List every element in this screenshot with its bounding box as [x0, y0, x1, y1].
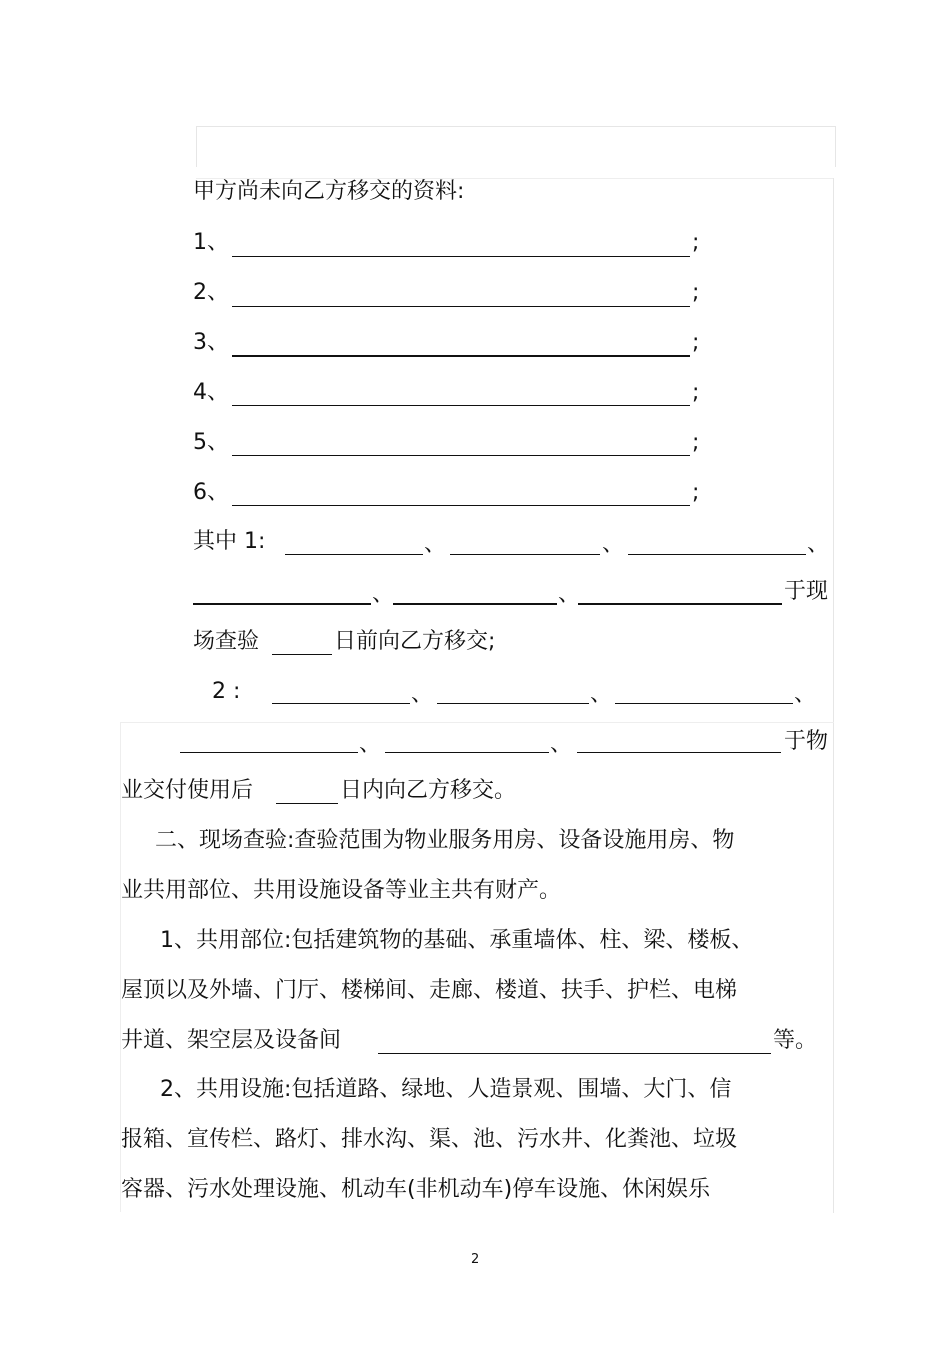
table-border-mid: [120, 722, 834, 723]
sub2-cont-b: 日内向乙方移交。: [340, 778, 517, 803]
table-border-right: [833, 178, 834, 1213]
p2-line-3: 容器、污水处理设施、机动车(非机动车)停车设施、休闲娱乐: [121, 1177, 711, 1202]
separator: 、: [807, 532, 830, 557]
separator: 、: [372, 582, 395, 607]
item-blank-4[interactable]: [232, 405, 690, 406]
sub2-blank-b[interactable]: [437, 703, 589, 704]
item-end-2: ;: [692, 280, 700, 305]
sub1-label: 其中 1:: [193, 529, 266, 554]
sub1-blank-e[interactable]: [393, 603, 557, 605]
separator: 、: [550, 732, 573, 757]
table-frame-top: [196, 126, 836, 167]
sub2-days-blank[interactable]: [276, 803, 338, 804]
p1-line-3b: 等。: [773, 1028, 818, 1053]
separator: 、: [359, 732, 382, 757]
sub2-label: 2 :: [212, 679, 241, 704]
item-number-6: 6、: [193, 480, 229, 505]
sub1-cont-a: 场查验: [193, 629, 260, 654]
separator: 、: [602, 532, 625, 557]
sub2-blank-c[interactable]: [615, 703, 793, 704]
sub2-tail: 于物: [784, 729, 829, 754]
item-number-2: 2、: [193, 280, 229, 305]
item-blank-1[interactable]: [232, 256, 690, 257]
sub2-blank-a[interactable]: [272, 703, 410, 704]
page-number: 2: [471, 1252, 480, 1267]
separator: 、: [590, 682, 613, 707]
item-blank-6[interactable]: [232, 505, 690, 506]
item-blank-3[interactable]: [232, 355, 690, 357]
item-blank-2[interactable]: [232, 306, 690, 307]
sub1-blank-a[interactable]: [285, 554, 423, 555]
sec2-line-2: 业共用部位、共用设施设备等业主共有财产。: [121, 878, 562, 903]
sub2-blank-d[interactable]: [180, 752, 358, 753]
sub1-blank-b[interactable]: [450, 554, 600, 555]
separator: 、: [411, 682, 434, 707]
sub1-blank-d[interactable]: [193, 603, 371, 605]
item-end-1: ;: [692, 230, 700, 255]
item-end-5: ;: [692, 430, 700, 455]
sub1-cont-b: 日前向乙方移交;: [334, 629, 496, 654]
item-number-4: 4、: [193, 380, 229, 405]
item-number-5: 5、: [193, 430, 229, 455]
separator: 、: [424, 532, 447, 557]
p1-line-3a: 井道、架空层及设备间: [121, 1028, 342, 1053]
sub2-blank-f[interactable]: [577, 752, 781, 753]
p1-other-blank[interactable]: [378, 1053, 771, 1054]
separator: 、: [794, 682, 817, 707]
item-blank-5[interactable]: [232, 455, 690, 456]
p2-line-1: 2、共用设施:包括道路、绿地、人造景观、围墙、大门、信: [160, 1077, 732, 1102]
section-heading: 甲方尚未向乙方移交的资料:: [193, 179, 465, 204]
sub2-blank-e[interactable]: [385, 752, 549, 753]
item-number-3: 3、: [193, 330, 229, 355]
sub1-blank-c[interactable]: [628, 554, 806, 555]
separator: 、: [558, 582, 581, 607]
item-end-4: ;: [692, 380, 700, 405]
sub1-tail: 于现: [784, 579, 829, 604]
item-number-1: 1、: [193, 230, 229, 255]
sec2-line-1: 二、现场查验:查验范围为物业服务用房、设备设施用房、物: [155, 828, 735, 853]
p1-line-1: 1、共用部位:包括建筑物的基础、承重墙体、柱、梁、楼板、: [160, 928, 754, 953]
sub1-days-blank[interactable]: [272, 654, 332, 655]
sub1-blank-f[interactable]: [578, 603, 782, 605]
item-end-6: ;: [692, 480, 700, 505]
item-end-3: ;: [692, 330, 700, 355]
sub2-cont-a: 业交付使用后: [121, 778, 254, 803]
p2-line-2: 报箱、宣传栏、路灯、排水沟、渠、池、污水井、化粪池、垃圾: [121, 1127, 738, 1152]
p1-line-2: 屋顶以及外墙、门厅、楼梯间、走廊、楼道、扶手、护栏、电梯: [121, 978, 738, 1003]
